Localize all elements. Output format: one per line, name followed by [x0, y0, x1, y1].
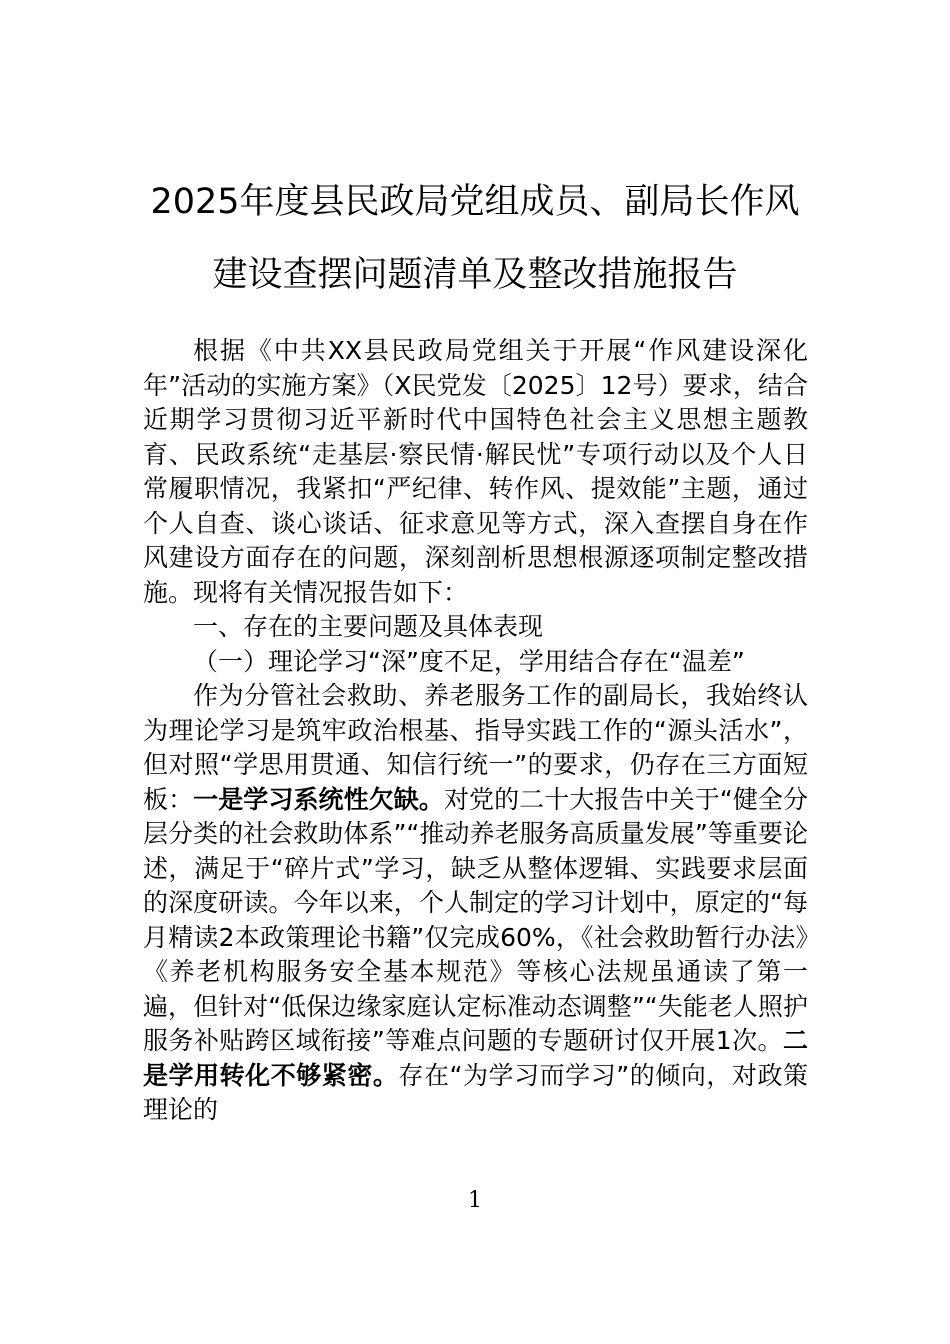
document-title — [100, 166, 850, 312]
paragraph-text: 对党的二十大报告中关于“健全分层分类的社会救助体系”“推动养老服务高质量发展”等重要论述，满足于“碎片式”学习，缺乏从整体逻辑、实践要求层面的深度研读。今年以来，个人制定的学习计划中，原定的“每月精读2本政策理论书籍”仅完成60%，《社会救助暂行办法》《养老机构服务安全基本规范》等核心法规虽通读了第一遍，但针对“低保边缘家庭认定标准动态调整”“失能老人照护服务补贴跨区域衔接”等难点问题的专题研讨仅开展1次。 — [143, 784, 808, 1055]
paragraph-text: 存在“为学习而学习”的倾向，对政策理论的 — [143, 1060, 808, 1124]
bold-point-1: 一是学习系统性欠缺。 — [193, 784, 444, 814]
section-heading: 一、存在的主要问题及具体表现 — [193, 612, 544, 641]
title-line-2: 建设查摆问题清单及整改措施报告 — [212, 255, 738, 295]
page-number: 1 — [468, 1188, 482, 1213]
title-line-1: 2025年度县民政局党组成员、副局长作风 — [150, 182, 800, 222]
subsection-heading: （一）理论学习“深”度不足，学用结合存在“温差” — [193, 646, 745, 676]
bold-point-2: 二是学用转化不够紧密。 — [143, 1026, 808, 1090]
document-body — [143, 334, 808, 1128]
body-paragraph — [143, 679, 808, 1128]
paragraph-text: 作为分管社会救助、养老服务工作的副局长，我始终认为理论学习是筑牢政治根基、指导实践工作的“源头活水”，但对照“学思用贯通、知信行统一”的要求，仍存在三方面短板： — [143, 681, 808, 814]
intro-paragraph: 根据《中共XX县民政局党组关于开展“作风建设深化年”活动的实施方案》（X民党发〔2025〕12号）要求，结合近期学习贯彻习近平新时代中国特色社会主义思想主题教育、民政系统“走基层·察民情·解民忧”专项行动以及个人日常履职情况，我紧扣“严纪律、转作风、提效能”主题，通过个人自查、谈心谈话、征求意见等方式，深入查摆自身在作风建设方面存在的问题，深刻剖析思想根源逐项制定整改措施。现将有关情况报告如下： — [143, 336, 808, 607]
